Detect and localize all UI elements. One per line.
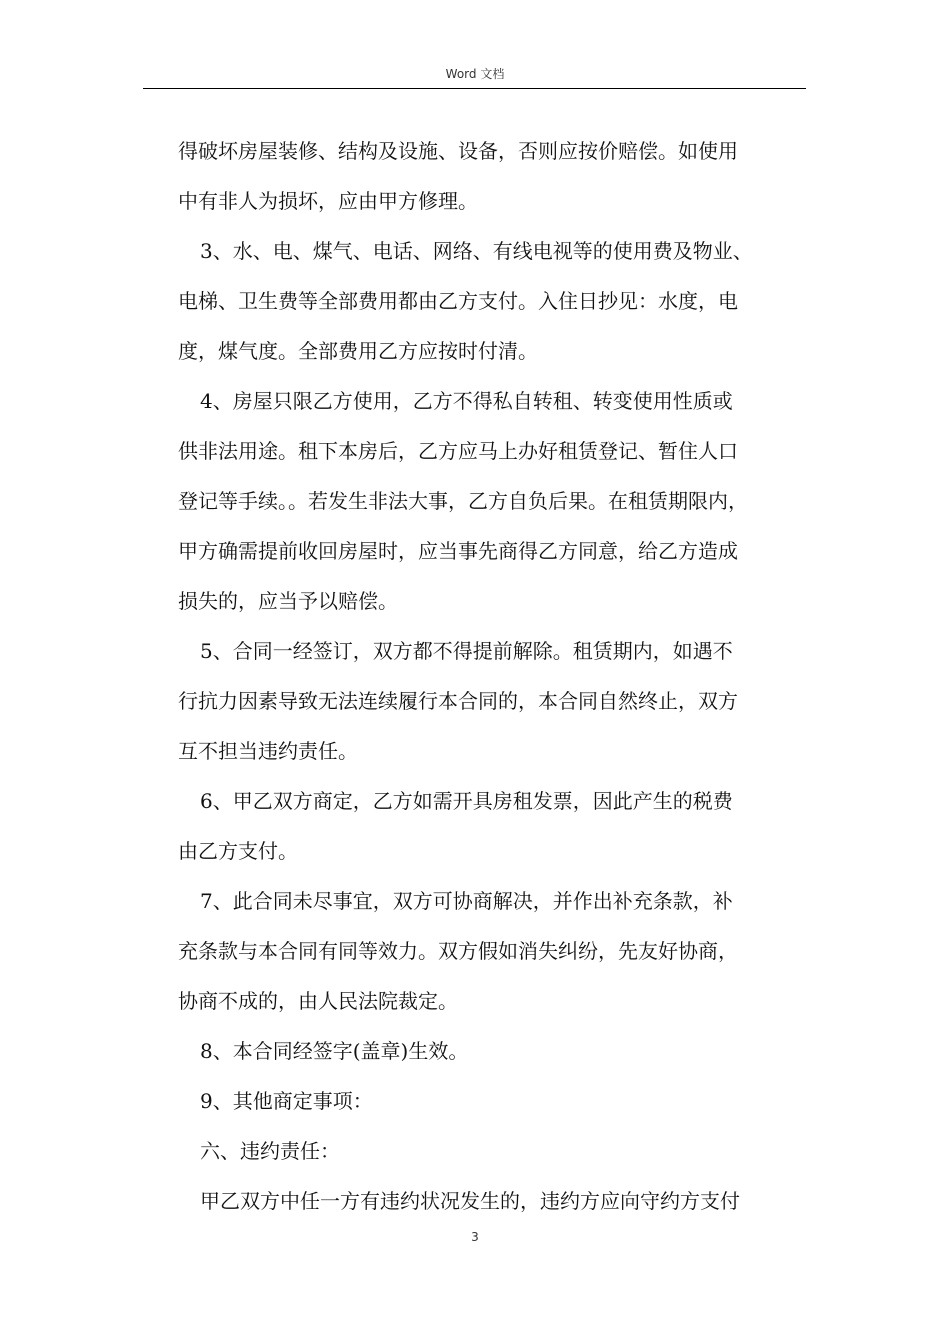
text-line: 中有非人为损坏，应由甲方修理。: [178, 189, 478, 213]
clause-8: 8、本合同经签字(盖章)生效。: [200, 1039, 469, 1063]
text-line: 由乙方支付。: [178, 839, 298, 863]
text-line: 电梯、卫生费等全部费用都由乙方支付。入住日抄见：水度，电: [178, 289, 738, 313]
text-line: 甲方确需提前收回房屋时，应当事先商得乙方同意，给乙方造成: [178, 539, 738, 563]
clause-6: 6、甲乙双方商定，乙方如需开具房租发票，因此产生的税费: [200, 789, 733, 813]
header-divider: [143, 88, 806, 89]
clause-9: 9、其他商定事项：: [200, 1089, 373, 1113]
text-line: 行抗力因素导致无法连续履行本合同的，本合同自然终止，双方: [178, 689, 738, 713]
text-line: 度，煤气度。全部费用乙方应按时付清。: [178, 339, 538, 363]
text-line: 登记等手续。。若发生非法大事，乙方自负后果。在租赁期限内，: [178, 489, 748, 513]
document-body: [178, 126, 818, 1226]
text-line: 损失的，应当予以赔偿。: [178, 589, 398, 613]
text-line: 得破坏房屋装修、结构及设施、设备，否则应按价赔偿。如使用: [178, 139, 738, 163]
page-number: 3: [471, 1230, 479, 1244]
text-line: 协商不成的，由人民法院裁定。: [178, 989, 458, 1013]
clause-3: 3、水、电、煤气、电话、网络、有线电视等的使用费及物业、: [200, 239, 753, 263]
clause-7: 7、此合同未尽事宜，双方可协商解决，并作出补充条款，补: [200, 889, 733, 913]
clause-4: 4、房屋只限乙方使用，乙方不得私自转租、转变使用性质或: [200, 389, 733, 413]
section-heading: 六、违约责任：: [200, 1139, 340, 1163]
text-line: 甲乙双方中任一方有违约状况发生的，违约方应向守约方支付: [200, 1189, 740, 1213]
text-line: 供非法用途。租下本房后，乙方应马上办好租赁登记、暂住人口: [178, 439, 738, 463]
page-header: Word 文档: [445, 67, 505, 81]
text-line: 互不担当违约责任。: [178, 739, 358, 763]
clause-5: 5、合同一经签订，双方都不得提前解除。租赁期内，如遇不: [200, 639, 733, 663]
text-line: 充条款与本合同有同等效力。双方假如消失纠纷，先友好协商，: [178, 939, 738, 963]
